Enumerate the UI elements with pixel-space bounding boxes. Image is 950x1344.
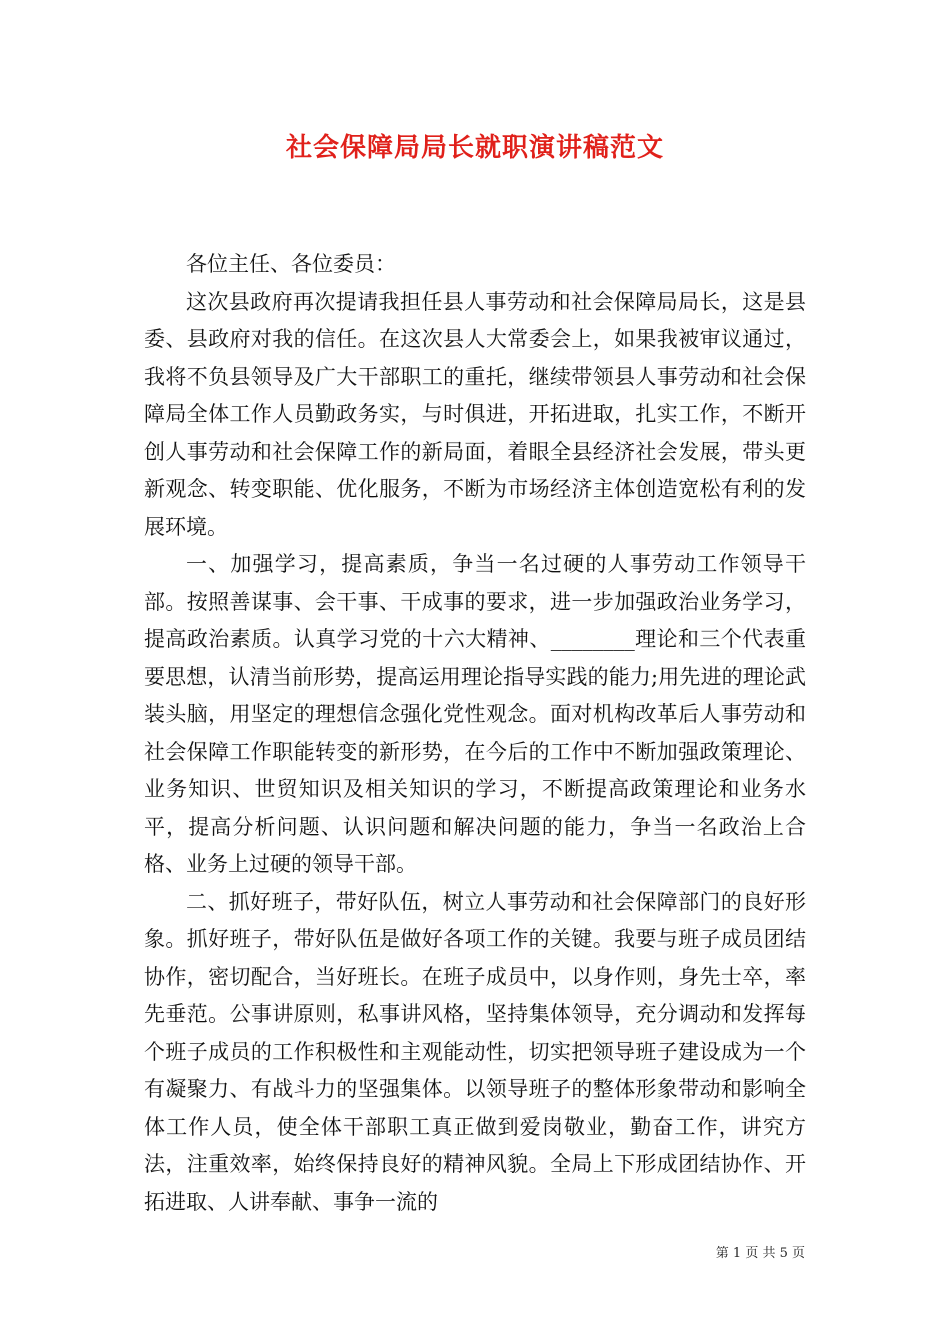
intro-paragraph: 这次县政府再次提请我担任县人事劳动和社会保障局局长，这是县委、县政府对我的信任。在这次县人大常委会上，如果我被审议通过，我将不负县领导及广大干部职工的重托，继续带领县人事劳动和社会保障局全体工作人员勤政务实，与时俱进，开拓进取，扎实工作，不断开创人事劳动和社会保障工作的新局面，着眼全县经济社会发展，带头更新观念、转变职能、优化服务，不断为市场经济主体创造宽松有利的发展环境。 (144, 289, 806, 539)
document-body (144, 246, 806, 1221)
salutation-paragraph: 各位主任、各位委员： (186, 252, 396, 276)
section-two-paragraph: 二、抓好班子，带好队伍，树立人事劳动和社会保障部门的良好形象。抓好班子，带好队伍是做好各项工作的关键。我要与班子成员团结协作，密切配合，当好班长。在班子成员中，以身作则，身先士卒，率先垂范。公事讲原则，私事讲风格，坚持集体领导，充分调动和发挥每个班子成员的工作积极性和主观能动性，切实把领导班子建设成为一个有凝聚力、有战斗力的坚强集体。以领导班子的整体形象带动和影响全体工作人员，使全体干部职工真正做到爱岗敬业，勤奋工作，讲究方法，注重效率，始终保持良好的精神风貌。全局上下形成团结协作、开拓进取、人讲奉献、事争一流的 (144, 889, 806, 1214)
document-title: 社会保障局局长就职演讲稿范文 (285, 133, 664, 163)
page-number-footer: 第 1 页 共 5 页 (715, 1246, 805, 1261)
section-one-paragraph: 一、加强学习，提高素质，争当一名过硬的人事劳动工作领导干部。按照善谋事、会干事、干成事的要求，进一步加强政治业务学习，提高政治素质。认真学习党的十六大精神、________理论和三个代表重要思想，认清当前形势，提高运用理论指导实践的能力;用先进的理论武装头脑，用坚定的理想信念强化党性观念。面对机构改革后人事劳动和社会保障工作职能转变的新形势，在今后的工作中不断加强政策理论、业务知识、世贸知识及相关知识的学习，不断提高政策理论和业务水平，提高分析问题、认识问题和解决问题的能力，争当一名政治上合格、业务上过硬的领导干部。 (144, 552, 806, 876)
